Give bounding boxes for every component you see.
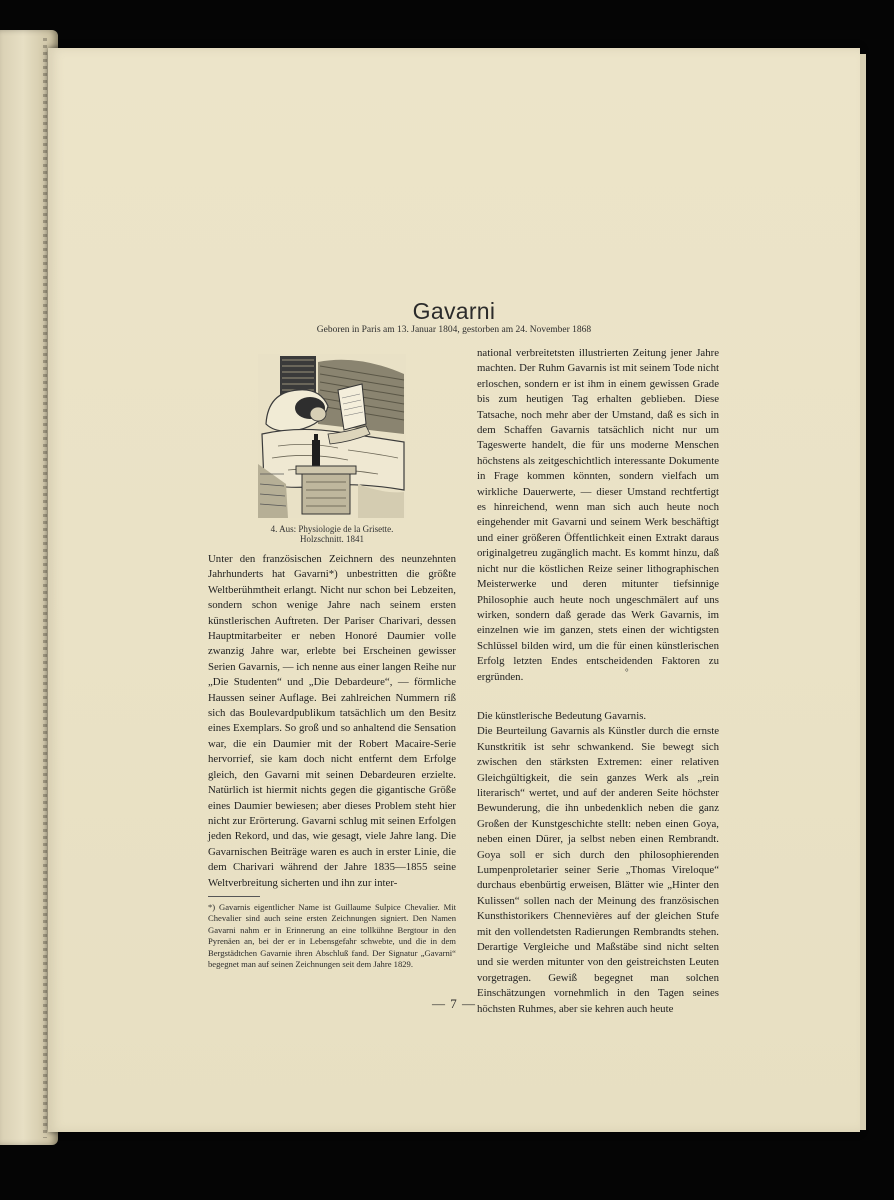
- right-column-paragraph-2: Die Beurteilung Gavarnis als Künstler durch die ernste Kunstkritik ist sehr schwankend. Sie bewegt sich zwischen den stärksten Extremen: einer relativen Gleichgültigkeit, die sein ganzes Werk als „rein literarisch“ wertet, und auf der anderen Seite höchster Bewunderung, die ihn unbedenklich neben die ganz Großen der Kunstgeschichte stellt: neben einen Goya, neben einen Dürer, ja selbst neben einen Rembrandt. Goya soll er sich durch den philosophierenden Lumpenproletarier seiner Serie „Thomas Vireloque“ durchaus ebenbürtig erweisen, Blätter wie „Hinter den Kulissen“ sollen nach der Meinung des französischen Kunsthistorikers Chennevières auf der gleichen Stufe mit den vollendetsten Radierungen Rembrandts stehen. Derartige Vergleiche und Maßstäbe sind nicht selten und sie werden mitunter von den geistreichsten Leuten vorgetragen. Gewiß begegnet man solchen Einschätzungen vornehmlich in den Tagen seines höchsten Ruhmes, aber sie kehren auch heute: [477, 725, 719, 1015]
- left-column: [208, 552, 456, 891]
- section-spacer: [477, 685, 719, 709]
- life-dates-subtitle: Geboren in Paris am 13. Januar 1804, gestorben am 24. November 1868: [316, 325, 592, 335]
- illustration-caption: [254, 524, 410, 544]
- page-title: Gavarni: [412, 298, 496, 324]
- woodcut-illustration: [258, 354, 406, 518]
- section-divider-mark: °: [625, 667, 629, 677]
- caption-line-1: 4. Aus: Physiologie de la Grisette.: [270, 524, 394, 534]
- book-page: [48, 48, 860, 1132]
- caption-line-2: Holzschnitt. 1841: [300, 534, 364, 544]
- binding-stitching: [43, 38, 47, 1138]
- right-column-paragraph-1: national verbreitetsten illustrierten Zeitung jener Jahre machten. Der Ruhm Gavarnis ist mit seinem Tode nicht erloschen, sondern er ist ihm in einem gewissen Grade bis zum heutigen Tag erhalten geblieben. Diese Tatsache, noch mehr aber der Umstand, daß es sich in dem Schaffen Gavarnis tatsächlich nicht nur um Tageswerte handelt, die für uns moderne Menschen höchstens als zeitgeschichtlich interessante Dokumente in Frage kommen könnten, sondern vielfach um wirkliche Dauerwerte, — dieser Umstand rechtfertigt es hinreichend, wenn man sich auch heute noch eingehender mit Gavarni und seinem Werk beschäftigt und einer größeren Öffentlichkeit einen Extrakt daraus originalgetreu zugänglich macht. Es kommt hinzu, daß nicht nur die köstlichen Reize seiner lithographischen Meisterwerke und deren mitunter tiefsinnige Philosophie auch heute noch ungeschmälert auf uns wirken, sondern daß gerade das Werk Gavarnis, im einzelnen wie im ganzen, stets einen der wichtigsten Schlüssel bilden wird, um die für einen künstlerischen Erfolg letzten Endes entscheidenden Faktoren zu ergründen.: [477, 347, 719, 683]
- right-column: [477, 346, 719, 1017]
- left-column-paragraph: Unter den französischen Zeichnern des neunzehnten Jahrhunderts hat Gavarni*) unbestritten die größte Weltberühmtheit erlangt. Nicht nur schon bei Lebzeiten, sondern schon wenige Jahre nach seinem ersten künstlerischen Auftreten. Der Pariser Charivari, dessen Hauptmitarbeiter er neben Honoré Daumier volle zwanzig Jahre war, erlebte bei Erscheinen gewisser Serien Gavarnis, — ich nenne aus einer langen Reihe nur „Die Studenten“ und „Die Debardeure“, — förmliche Haussen seiner Auflage. Bei zahlreichen Nummern riß sich das Boulevardpublikum tatsächlich um den Besitz eines Exemplars. So groß und so anhaltend die Sensation war, die ein Daumier mit der Robert Macaire-Serie hervorrief, sie kam doch nicht entfernt dem Erfolge gleich, den Gavarni mit seinen Debardeuren erzielte. Natürlich ist hiermit nichts gegen die gigantische Größe eines Daumier bewiesen; aber dieses Problem steht hier nicht zur Erörterung. Gavarni schlug mit seinen Erfolgen jeden Rekord, und das, wie gesagt, viele Jahre lang. Die Gavarnischen Beiträge waren es auch in erster Linie, die dem Charivari während der Jahre 1835—1855 seine Weltverbreitung sicherten und ihn zur inter-: [208, 553, 456, 889]
- section-heading: Die künstlerische Bedeutung Gavarnis.: [477, 709, 647, 722]
- footnote: *) Gavarnis eigentlicher Name ist Guillaume Sulpice Chevalier. Mit Chevalier sind auch seine ersten Zeichnungen signiert. Den Namen Gavarni nahm er in Erinnerung an eine tollkühne Bergtour in den Pyrenäen an, bei der er in Lebensgefahr schwebte, und die in dem Bergstädtchen Gavarnie ihren Abschluß fand. Der Signatur „Gavarni“ begegnet man auf seinen Zeichnungen seit dem Jahre 1829.: [208, 902, 456, 970]
- page-number: — 7 —: [432, 996, 476, 1011]
- footnote-rule: [208, 896, 260, 897]
